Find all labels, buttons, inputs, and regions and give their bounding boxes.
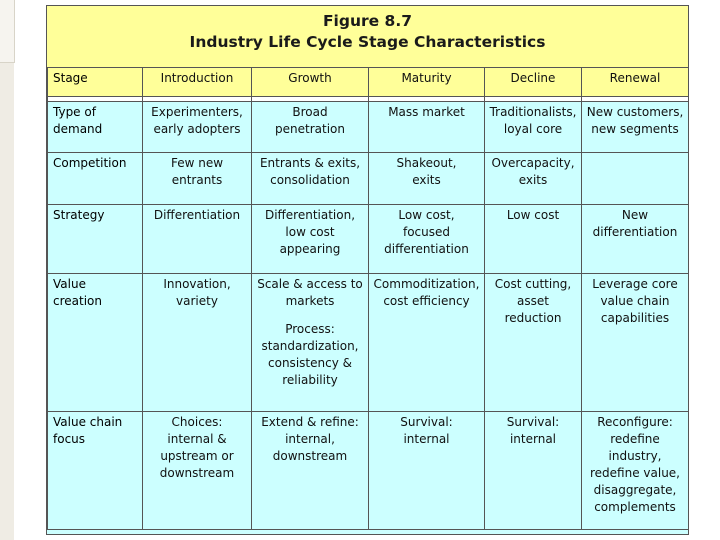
header-growth: Growth — [252, 68, 369, 97]
row-label: Type of demand — [48, 102, 143, 153]
header-decline: Decline — [485, 68, 582, 97]
table-cell: Survival: internal — [485, 412, 582, 530]
row-label: Competition — [48, 153, 143, 205]
header-stage: Stage — [48, 68, 143, 97]
table-cell: Extend & refine: internal, downstream — [252, 412, 369, 530]
table-cell: Mass market — [369, 102, 485, 153]
figure-title-box — [47, 6, 688, 68]
table-cell: Cost cutting, asset reduction — [485, 274, 582, 412]
table-cell: Few new entrants — [143, 153, 252, 205]
header-maturity: Maturity — [369, 68, 485, 97]
header-renewal: Renewal — [582, 68, 689, 97]
table-cell: Leverage core value chain capabilities — [582, 274, 689, 412]
table-cell: Shakeout, exits — [369, 153, 485, 205]
table-row-competition — [48, 153, 689, 205]
table-cell: Commoditization, cost efficiency — [369, 274, 485, 412]
figure-number: Figure 8.7 — [322, 12, 413, 30]
figure-table — [46, 5, 689, 535]
table-cell: Overcapacity, exits — [485, 153, 582, 205]
table-cell: Low cost, focused differentiation — [369, 205, 485, 274]
table-cell: New customers, new segments — [582, 102, 689, 153]
table-cell: Scale & access to markets Process: standardization, consistency & reliability — [252, 274, 369, 412]
side-panel-tab — [0, 0, 15, 63]
life-cycle-table — [47, 67, 689, 530]
side-panel-strip — [0, 0, 14, 540]
table-cell: Traditionalists, loyal core — [485, 102, 582, 153]
table-cell-empty — [582, 153, 689, 205]
table-cell: Low cost — [485, 205, 582, 274]
row-label: Strategy — [48, 205, 143, 274]
row-label: Value creation — [48, 274, 143, 412]
table-row-value-creation — [48, 274, 689, 412]
figure-title: Industry Life Cycle Stage Characteristics — [189, 33, 546, 51]
table-row-value-chain — [48, 412, 689, 530]
table-cell: Differentiation — [143, 205, 252, 274]
table-row-strategy — [48, 205, 689, 274]
table-cell: Innovation, variety — [143, 274, 252, 412]
header-introduction: Introduction — [143, 68, 252, 97]
row-label: Value chain focus — [48, 412, 143, 530]
table-cell: Entrants & exits, consolidation — [252, 153, 369, 205]
table-cell: Choices: internal & upstream or downstream — [143, 412, 252, 530]
table-cell: Broad penetration — [252, 102, 369, 153]
table-cell: New differentiation — [582, 205, 689, 274]
table-cell: Experimenters, early adopters — [143, 102, 252, 153]
table-cell: Reconfigure: redefine industry, redefine value, disaggregate, complements — [582, 412, 689, 530]
table-row-demand — [48, 102, 689, 153]
table-cell: Survival: internal — [369, 412, 485, 530]
table-cell: Differentiation, low cost appearing — [252, 205, 369, 274]
header-row — [48, 68, 689, 97]
